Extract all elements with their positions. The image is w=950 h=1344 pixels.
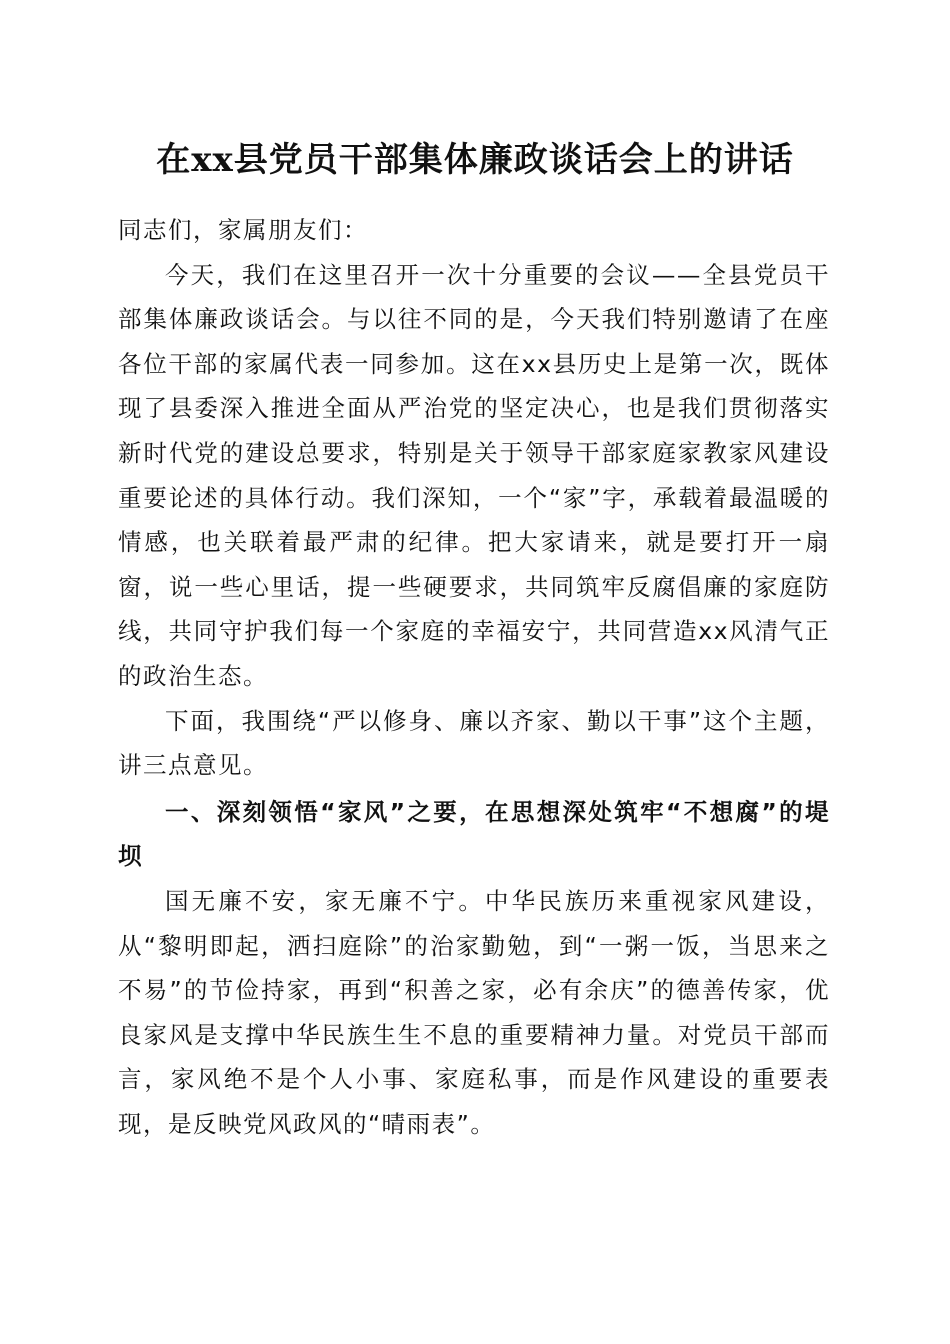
salutation: 同志们，家属朋友们：	[118, 216, 368, 244]
paragraph-outline: 下面，我围绕“严以修身、廉以齐家、勤以干事”这个主题，讲三点意见。	[118, 706, 830, 780]
paragraph-opening: 今天，我们在这里召开一次十分重要的会议——全县党员干部集体廉政谈话会。与以往不同的是，今天我们特别邀请了在座各位干部的家属代表一同参加。这在xx县历史上是第一次，既体现了县委深入推进全面从严治党的坚定决心，也是我们贯彻落实新时代党的建设总要求，特别是关于领导干部家庭家教家风建设重要论述的具体行动。我们深知，一个“家”字，承载着最温暖的情感，也关联着最严肃的纪律。把大家请来，就是要打开一扇窗，说一些心里话，提一些硬要求，共同筑牢反腐倡廉的家庭防线，共同守护我们每一个家庭的幸福安宁，共同营造xx风清气正的政治生态。	[118, 260, 830, 690]
paragraph-section-1: 国无廉不安，家无廉不宁。中华民族历来重视家风建设，从“黎明即起，洒扫庭除”的治家勤勉，到“一粥一饭，当思来之不易”的节俭持家，再到“积善之家，必有余庆”的德善传家，优良家风是支撑中华民族生生不息的重要精神力量。对党员干部而言，家风绝不是个人小事、家庭私事，而是作风建设的重要表现，是反映党风政风的“晴雨表”。	[118, 886, 830, 1138]
section-heading-1: 一、深刻领悟“家风”之要，在思想深处筑牢“不想腐”的堤坝	[118, 797, 830, 871]
document-body	[118, 208, 830, 1146]
document-title: 在xx县党员干部集体廉政谈话会上的讲话	[156, 140, 794, 180]
